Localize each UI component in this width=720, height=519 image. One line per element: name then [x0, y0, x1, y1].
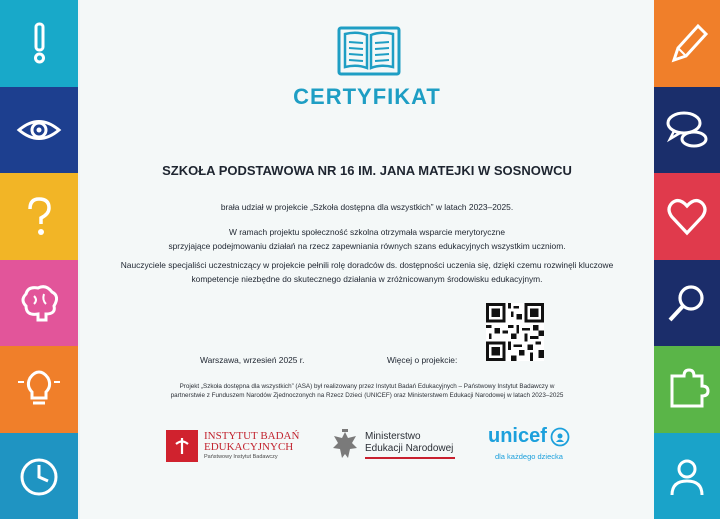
left-icon-strip — [0, 0, 78, 519]
men-logo — [330, 428, 455, 462]
project-footer-line1: Projekt „Szkoła dostępna dla wszystkich” (ASA) był realizowany przez Instytut Badań Edukacyjnych – Państwowy Instytut Badawczy w — [179, 383, 555, 390]
magnifier-icon — [654, 260, 720, 347]
unicef-wordmark: unicef — [488, 425, 547, 447]
unicef-tagline: dla każdego dziecka — [494, 452, 563, 461]
heart-icon — [654, 173, 720, 260]
right-icon-strip — [654, 0, 720, 519]
ibe-name-line2: EDUKACYJNYCH — [204, 440, 294, 453]
user-icon — [654, 433, 720, 519]
pencil-icon — [654, 0, 720, 87]
participation-text: brała udział w projekcie „Szkoła dostępna dla wszystkich” w latach 2023–2025. — [220, 202, 514, 212]
lightbulb-icon — [0, 346, 78, 433]
unicef-logo — [488, 425, 570, 461]
more-info-label: Więcej o projekcie: — [387, 355, 458, 365]
school-name: SZKOŁA PODSTAWOWA NR 16 IM. JANA MATEJKI W SOSNOWCU — [162, 163, 572, 178]
ibe-logo — [166, 430, 299, 462]
project-footer — [80, 382, 654, 400]
support-text-line1: W ramach projektu społeczność szkolna otrzymała wsparcie merytoryczne — [228, 227, 505, 237]
exclamation-icon — [0, 0, 78, 87]
ibe-subtitle: Państwowy Instytut Badawczy — [204, 453, 278, 460]
open-book-icon — [336, 26, 402, 76]
support-text — [80, 225, 654, 253]
teachers-text-line1: Nauczyciele specjaliści uczestniczący w projekcie pełnili rolę doradców ds. dostępności uczenia się, dzięki czemu rozwinęli kluczowe — [120, 260, 614, 270]
place-date: Warszawa, wrzesień 2025 r. — [200, 355, 305, 365]
certificate-title: CERTYFIKAT — [293, 84, 441, 109]
eagle-emblem-icon — [330, 428, 360, 462]
men-red-bar — [365, 457, 455, 459]
speech-bubbles-icon — [654, 87, 720, 174]
teachers-text — [80, 258, 654, 286]
ibe-mark-icon — [166, 430, 198, 462]
project-footer-line2: partnerstwie z Funduszem Narodów Zjednoczonych na Rzecz Dzieci (UNICEF) oraz Ministerstwem Edukacji Narodowej w latach 2023–2025 — [170, 392, 564, 399]
question-icon — [0, 173, 78, 260]
teachers-text-line2: kompetencje niezbędne do skutecznego działania w zróżnicowanym środowisku edukacyjnym. — [191, 274, 543, 284]
men-name-line1: Ministerstwo — [365, 431, 421, 442]
brain-icon — [0, 260, 78, 347]
ibe-name-line1: INSTYTUT BADAŃ — [204, 429, 300, 442]
men-name-line2: Edukacji Narodowej — [365, 443, 454, 454]
clock-icon — [0, 433, 78, 519]
eye-icon — [0, 87, 78, 174]
qr-code — [486, 303, 544, 361]
puzzle-icon — [654, 346, 720, 433]
unicef-globe-icon — [550, 427, 570, 447]
certificate-sheet — [80, 0, 654, 519]
support-text-line2: sprzyjające podejmowaniu działań na rzecz zapewniania równych szans edukacyjnych wszystkim uczniom. — [168, 241, 566, 251]
